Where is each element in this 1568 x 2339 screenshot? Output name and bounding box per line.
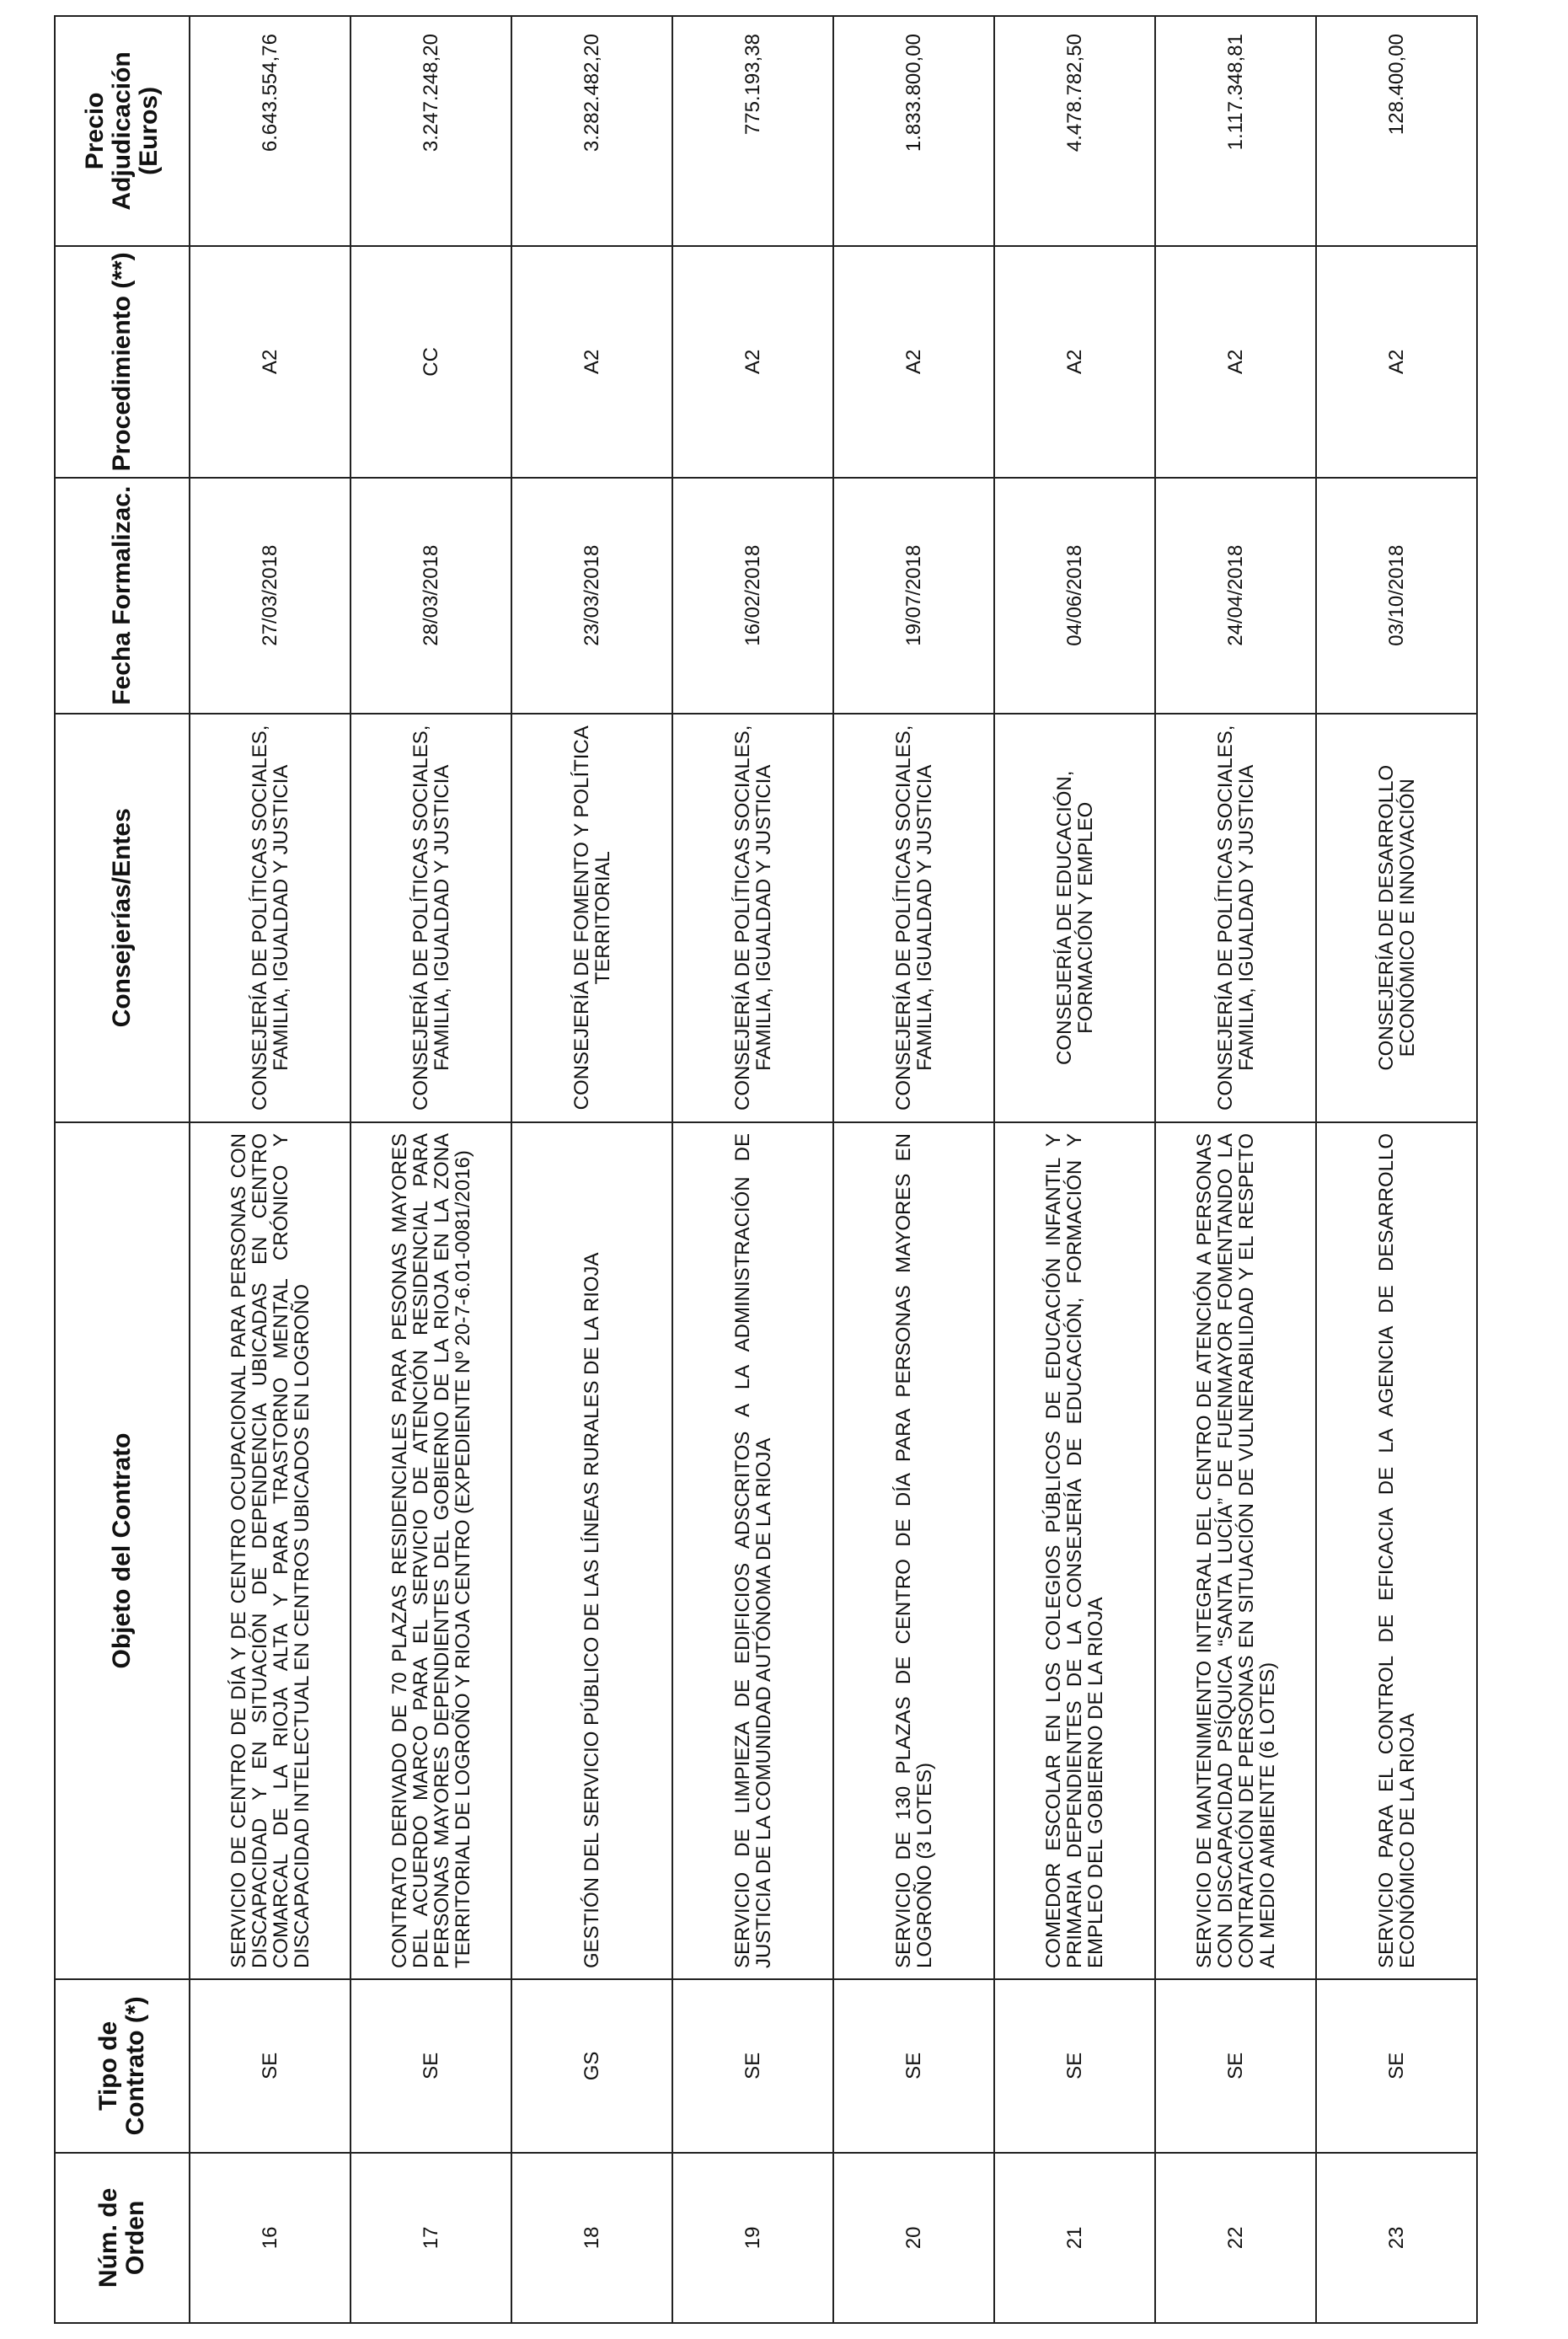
- header-tipo: Tipo de Contrato (*): [55, 1979, 190, 2153]
- table-row: [833, 16, 994, 2323]
- cell-fecha: 03/10/2018: [1316, 478, 1477, 714]
- cell-tipo: SE: [1316, 1979, 1477, 2153]
- contracts-table: [54, 15, 1478, 2324]
- cell-precio: 6.643.554,76: [190, 16, 351, 246]
- cell-consejeria: CONSEJERÍA DE POLÍTICAS SOCIALES, FAMILIA, IGUALDAD Y JUSTICIA: [351, 714, 511, 1122]
- cell-procedimiento: A2: [1316, 246, 1477, 478]
- cell-procedimiento: A2: [1155, 246, 1316, 478]
- cell-num: 18: [511, 2153, 672, 2323]
- header-fecha: Fecha Formalizac.: [55, 478, 190, 714]
- table-row: [672, 16, 833, 2323]
- cell-consejeria: CONSEJERÍA DE POLÍTICAS SOCIALES, FAMILIA, IGUALDAD Y JUSTICIA: [1155, 714, 1316, 1122]
- header-objeto: Objeto del Contrato: [55, 1122, 190, 1979]
- table-row: [190, 16, 351, 2323]
- cell-procedimiento: A2: [672, 246, 833, 478]
- cell-num: 20: [833, 2153, 994, 2323]
- cell-num: 21: [994, 2153, 1155, 2323]
- cell-precio: 128.400,00: [1316, 16, 1477, 246]
- cell-tipo: SE: [672, 1979, 833, 2153]
- cell-objeto: SERVICIO PARA EL CONTROL DE EFICACIA DE LA AGENCIA DE DESARROLLO ECONÓMICO DE LA RIOJA: [1316, 1122, 1477, 1979]
- cell-consejeria: CONSEJERÍA DE EDUCACIÓN, FORMACIÓN Y EMPLEO: [994, 714, 1155, 1122]
- cell-objeto: SERVICIO DE LIMPIEZA DE EDIFICIOS ADSCRITOS A LA ADMINISTRACIÓN DE JUSTICIA DE LA COMUNIDAD AUTÓNOMA DE LA RIOJA: [672, 1122, 833, 1979]
- header-procedimiento: Procedimiento (**): [55, 246, 190, 478]
- cell-tipo: GS: [511, 1979, 672, 2153]
- cell-procedimiento: A2: [511, 246, 672, 478]
- cell-fecha: 28/03/2018: [351, 478, 511, 714]
- table-row: [351, 16, 511, 2323]
- cell-objeto: CONTRATO DERIVADO DE 70 PLAZAS RESIDENCIALES PARA PESONAS MAYORES DEL ACUERDO MARCO PARA EL SERVICIO DE ATENCIÓN RESIDENCIAL PARA PERSONAS MAYORES DEPENDIENTES DEL GOBIERNO DE LA RIOJA EN LA ZONA TERRITORIAL DE LOGROÑO Y RIOJA CENTRO (EXPEDIENTE Nº 20-7-6.01-0081/2016): [351, 1122, 511, 1979]
- cell-procedimiento: A2: [190, 246, 351, 478]
- cell-procedimiento: CC: [351, 246, 511, 478]
- cell-consejeria: CONSEJERÍA DE POLÍTICAS SOCIALES, FAMILIA, IGUALDAD Y JUSTICIA: [833, 714, 994, 1122]
- cell-tipo: SE: [833, 1979, 994, 2153]
- cell-num: 16: [190, 2153, 351, 2323]
- cell-consejeria: CONSEJERÍA DE POLÍTICAS SOCIALES, FAMILIA, IGUALDAD Y JUSTICIA: [672, 714, 833, 1122]
- cell-fecha: 04/06/2018: [994, 478, 1155, 714]
- cell-procedimiento: A2: [833, 246, 994, 478]
- cell-consejeria: CONSEJERÍA DE DESARROLLO ECONÓMICO E INNOVACIÓN: [1316, 714, 1477, 1122]
- cell-consejeria: CONSEJERÍA DE POLÍTICAS SOCIALES, FAMILIA, IGUALDAD Y JUSTICIA: [190, 714, 351, 1122]
- cell-fecha: 16/02/2018: [672, 478, 833, 714]
- cell-num: 17: [351, 2153, 511, 2323]
- header-consejerias: Consejerías/Entes: [55, 714, 190, 1122]
- cell-precio: 3.282.482,20: [511, 16, 672, 246]
- table-row: [1155, 16, 1316, 2323]
- cell-consejeria: CONSEJERÍA DE FOMENTO Y POLÍTICA TERRITORIAL: [511, 714, 672, 1122]
- cell-objeto: SERVICIO DE MANTENIMIENTO INTEGRAL DEL CENTRO DE ATENCIÓN A PERSONAS CON DISCAPACIDAD PSÍQUICA “SANTA LUCÍA” DE FUENMAYOR FOMENTANDO LA CONTRATACIÓN DE PERSONAS EN SITUACIÓN DE VULNERABILIDAD Y EL RESPETO AL MEDIO AMBIENTE (6 LOTES): [1155, 1122, 1316, 1979]
- cell-procedimiento: A2: [994, 246, 1155, 478]
- cell-num: 22: [1155, 2153, 1316, 2323]
- cell-tipo: SE: [1155, 1979, 1316, 2153]
- cell-precio: 1.117.348,81: [1155, 16, 1316, 246]
- cell-tipo: SE: [351, 1979, 511, 2153]
- cell-num: 19: [672, 2153, 833, 2323]
- cell-precio: 3.247.248,20: [351, 16, 511, 246]
- header-num: Núm. de Orden: [55, 2153, 190, 2323]
- table-row: [511, 16, 672, 2323]
- cell-tipo: SE: [190, 1979, 351, 2153]
- cell-fecha: 27/03/2018: [190, 478, 351, 714]
- cell-precio: 1.833.800,00: [833, 16, 994, 246]
- cell-fecha: 24/04/2018: [1155, 478, 1316, 714]
- cell-objeto: SERVICIO DE CENTRO DE DÍA Y DE CENTRO OCUPACIONAL PARA PERSONAS CON DISCAPACIDAD Y EN SITUACIÓN DE DEPENDENCIA UBICADAS EN CENTRO COMARCAL DE LA RIOJA ALTA Y PARA TRASTORNO MENTAL CRÓNICO Y DISCAPACIDAD INTELECTUAL EN CENTROS UBICADOS EN LOGROÑO: [190, 1122, 351, 1979]
- cell-precio: 775.193,38: [672, 16, 833, 246]
- table-row: [994, 16, 1155, 2323]
- cell-objeto: SERVICIO DE 130 PLAZAS DE CENTRO DE DÍA PARA PERSONAS MAYORES EN LOGROÑO (3 LOTES): [833, 1122, 994, 1979]
- contracts-sheet: [54, 15, 1419, 2324]
- cell-objeto: GESTIÓN DEL SERVICIO PÚBLICO DE LAS LÍNEAS RURALES DE LA RIOJA: [511, 1122, 672, 1979]
- cell-tipo: SE: [994, 1979, 1155, 2153]
- cell-num: 23: [1316, 2153, 1477, 2323]
- table-row: [1316, 16, 1477, 2323]
- cell-precio: 4.478.782,50: [994, 16, 1155, 246]
- header-row: [55, 16, 190, 2323]
- cell-objeto: COMEDOR ESCOLAR EN LOS COLEGIOS PÚBLICOS DE EDUCACIÓN INFANTIL Y PRIMARIA DEPENDIENTES DE LA CONSEJERÍA DE EDUCACIÓN, FORMACIÓN Y EMPLEO DEL GOBIERNO DE LA RIOJA: [994, 1122, 1155, 1979]
- cell-fecha: 23/03/2018: [511, 478, 672, 714]
- header-precio: Precio Adjudicación (Euros): [55, 16, 190, 246]
- cell-fecha: 19/07/2018: [833, 478, 994, 714]
